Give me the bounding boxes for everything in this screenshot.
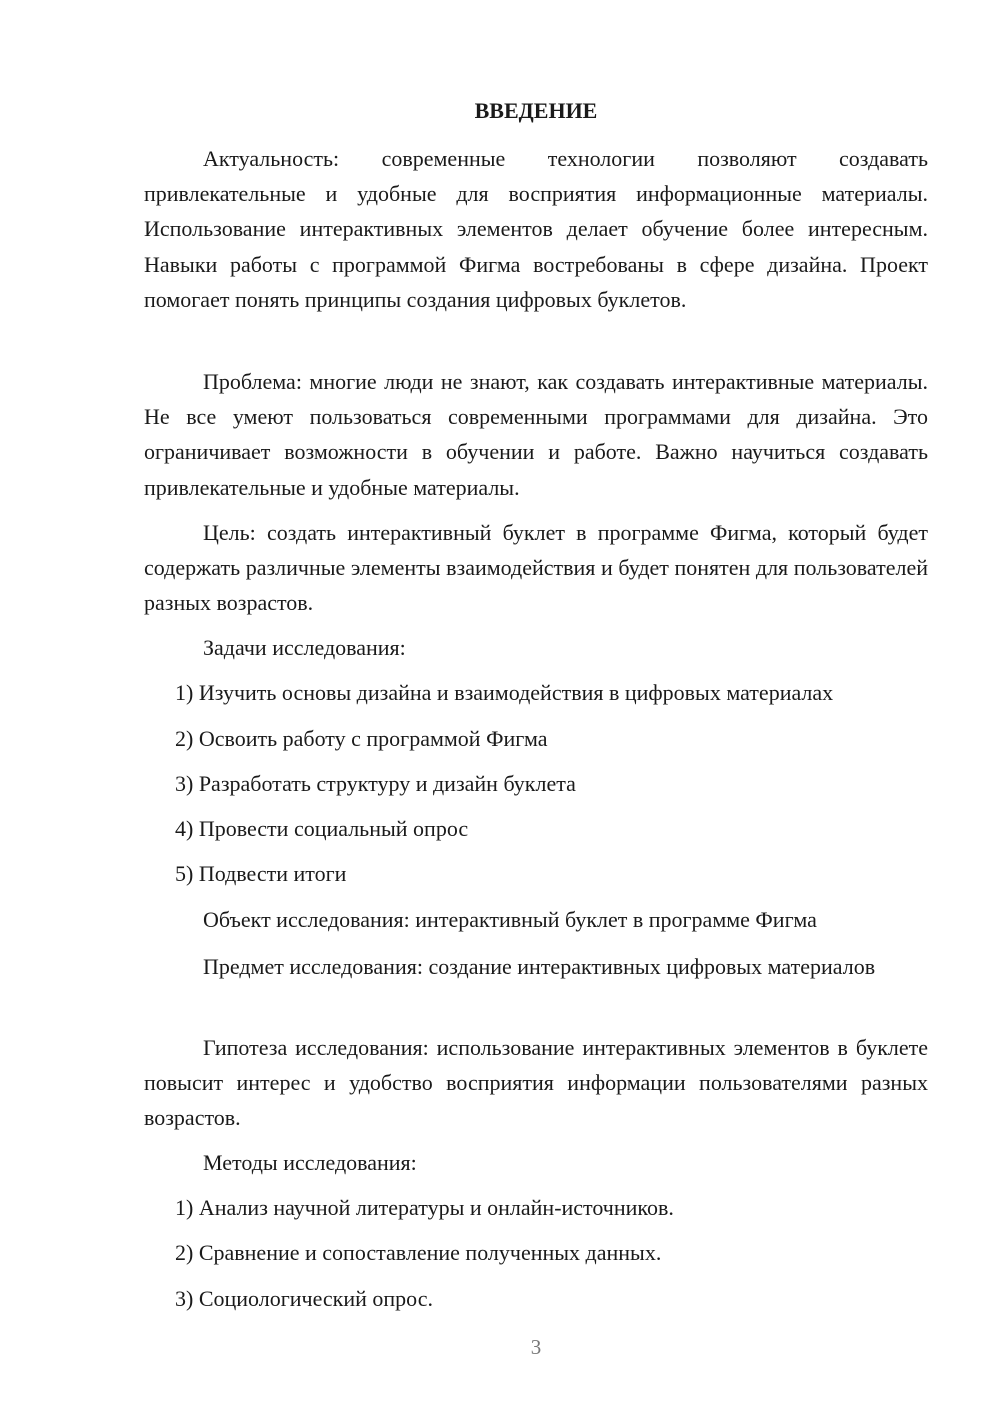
page-number: 3 bbox=[530, 1335, 542, 1359]
section-title: ВВЕДЕНИЕ bbox=[474, 98, 598, 123]
object-line: Объект исследования: интерактивный буклет в программе Фигма bbox=[203, 907, 817, 932]
task-item: 5) Подвести итоги bbox=[175, 861, 347, 886]
relevance-paragraph: Актуальность: современные технологии позволяют создавать привлекательные и удобные для восприятия информационные материалы. Использование интерактивных элементов делает обучение более интересным. Навыки работы с программой Фигма востребованы в сфере дизайна. Проект помогает понять принципы создания цифровых буклетов. bbox=[144, 146, 928, 312]
goal-paragraph: Цель: создать интерактивный буклет в программе Фигма, который будет содержать различные элементы взаимодействия и будет понятен для пользователей разных возрастов. bbox=[144, 520, 928, 616]
task-item: 3) Разработать структуру и дизайн буклета bbox=[175, 771, 576, 796]
task-item: 2) Освоить работу с программой Фигма bbox=[175, 726, 548, 751]
task-item: 4) Провести социальный опрос bbox=[175, 816, 469, 841]
method-item: 3) Социологический опрос. bbox=[175, 1286, 433, 1311]
problem-paragraph: Проблема: многие люди не знают, как создавать интерактивные материалы. Не все умеют пользоваться современными программами для дизайна. Это ограничивает возможности в обучении и работе. Важно научиться создавать привлекательные и удобные материалы. bbox=[144, 369, 928, 500]
tasks-heading: Задачи исследования: bbox=[203, 635, 406, 660]
hypothesis-paragraph: Гипотеза исследования: использование интерактивных элементов в буклете повысит интерес и удобство восприятия информации пользователями разных возрастов. bbox=[144, 1035, 928, 1131]
methods-heading: Методы исследования: bbox=[203, 1150, 417, 1175]
method-item: 1) Анализ научной литературы и онлайн-источников. bbox=[175, 1195, 674, 1220]
task-item: 1) Изучить основы дизайна и взаимодействия в цифровых материалах bbox=[175, 680, 834, 705]
subject-paragraph: Предмет исследования: создание интерактивных цифровых материалов bbox=[203, 954, 876, 979]
method-item: 2) Сравнение и сопоставление полученных данных. bbox=[175, 1240, 662, 1265]
